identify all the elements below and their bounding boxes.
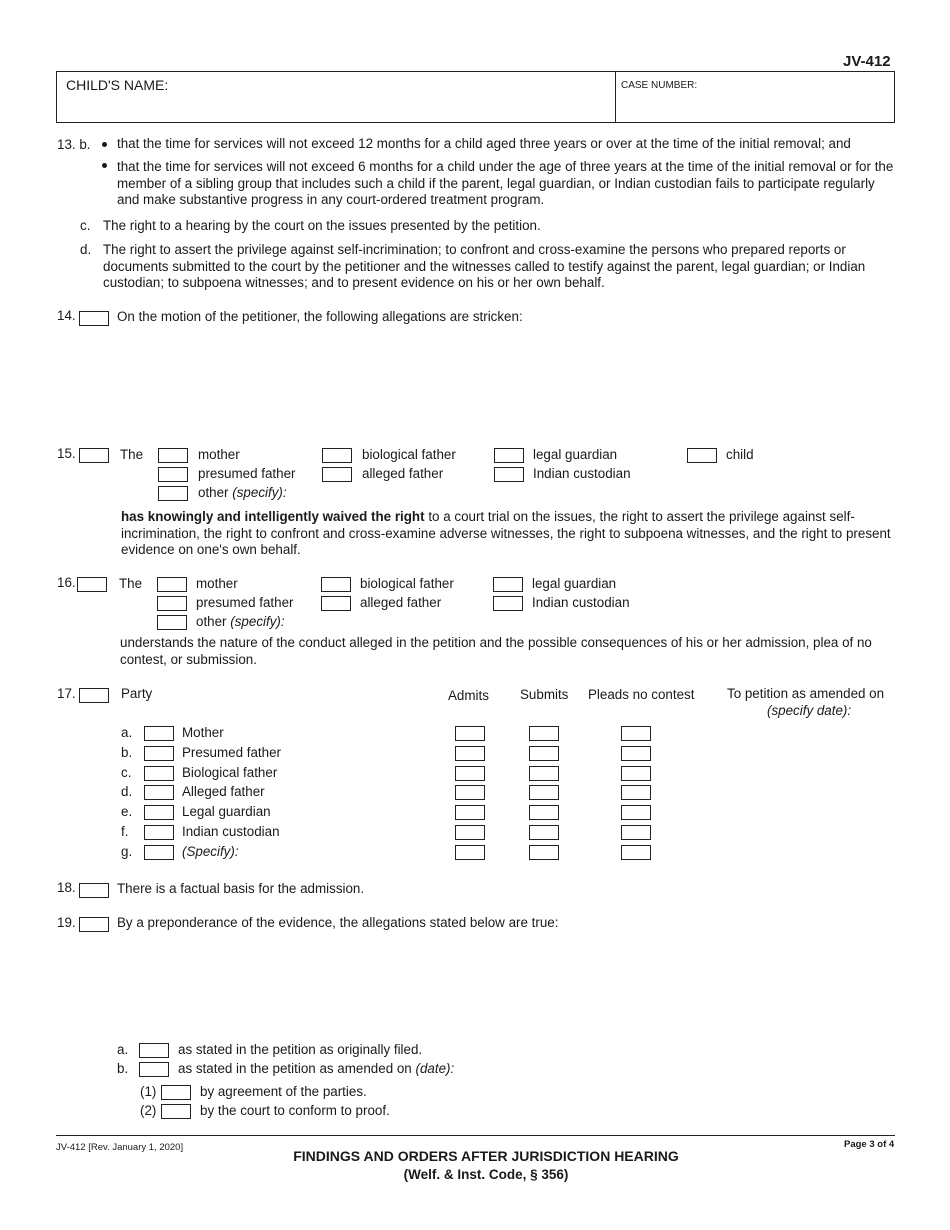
item-15-number: 15. (57, 446, 76, 461)
party-row-letter: a. (121, 725, 133, 740)
admits-checkbox[interactable] (455, 726, 485, 741)
item-15-alleged-father-checkbox[interactable] (322, 467, 352, 482)
item-16-text: understands the nature of the conduct alleged in the petition and the possible consequences of his or her admission, plea of no contest, or submission. (120, 635, 872, 667)
item-19a-text: as stated in the petition as originally filed. (178, 1042, 423, 1057)
footer-title: FINDINGS AND ORDERS AFTER JURISDICTION HEARING (293, 1148, 679, 1164)
item-15-biological-father-checkbox[interactable] (322, 448, 352, 463)
item-19b2-checkbox[interactable] (161, 1104, 191, 1119)
item-16-other-checkbox[interactable] (157, 615, 187, 630)
footer-subtitle: (Welf. & Inst. Code, § 356) (403, 1167, 569, 1182)
item-16-mother-label: mother (196, 576, 238, 591)
party-row-checkbox[interactable] (144, 746, 174, 761)
submits-checkbox[interactable] (529, 766, 559, 781)
item-15-alleged-father-label: alleged father (362, 466, 444, 481)
party-row-label: Alleged father (182, 784, 265, 799)
footer-rule (56, 1135, 895, 1136)
item-16-presumed-father-checkbox[interactable] (157, 596, 187, 611)
admits-checkbox[interactable] (455, 785, 485, 800)
item-15-child-checkbox[interactable] (687, 448, 717, 463)
col-amended-header: To petition as amended on (727, 686, 885, 701)
party-row-label: Indian custodian (182, 824, 280, 839)
col-party-header: Party (121, 686, 153, 701)
item-19b1-label: (1) (140, 1084, 157, 1099)
item-16-other-label: other (specify): (196, 614, 285, 629)
pleads-no-contest-checkbox[interactable] (621, 726, 651, 741)
item-16-checkbox[interactable] (77, 577, 107, 592)
item-15-indian-custodian-label: Indian custodian (533, 466, 631, 481)
pleads-no-contest-checkbox[interactable] (621, 785, 651, 800)
item-18-checkbox[interactable] (79, 883, 109, 898)
item-15-other-label: other (specify): (198, 485, 287, 500)
party-row-label: (Specify): (182, 844, 239, 859)
item-19b2-label: (2) (140, 1103, 157, 1118)
item-18-text: There is a factual basis for the admission. (117, 881, 365, 896)
admits-checkbox[interactable] (455, 766, 485, 781)
col-admits-header: Admits (448, 688, 489, 703)
party-row-checkbox[interactable] (144, 805, 174, 820)
submits-checkbox[interactable] (529, 845, 559, 860)
bullet-icon (102, 163, 107, 168)
item-19a-checkbox[interactable] (139, 1043, 169, 1058)
item-15-mother-label: mother (198, 447, 240, 462)
party-row-checkbox[interactable] (144, 726, 174, 741)
admits-checkbox[interactable] (455, 746, 485, 761)
item-19-text: By a preponderance of the evidence, the allegations stated below are true: (117, 915, 559, 930)
item-19b1-text: by agreement of the parties. (200, 1084, 367, 1099)
pleads-no-contest-checkbox[interactable] (621, 825, 651, 840)
item-16-legal-guardian-label: legal guardian (532, 576, 617, 591)
col-amended-specify: (specify date): (767, 703, 852, 718)
party-row-letter: e. (121, 804, 133, 819)
party-row-label: Presumed father (182, 745, 281, 760)
party-row-checkbox[interactable] (144, 766, 174, 781)
item-15-legal-guardian-label: legal guardian (533, 447, 618, 462)
col-pleads-header: Pleads no contest (588, 687, 695, 702)
admits-checkbox[interactable] (455, 825, 485, 840)
item-14-number: 14. (57, 308, 76, 323)
item-15-checkbox[interactable] (79, 448, 109, 463)
item-19b-checkbox[interactable] (139, 1062, 169, 1077)
item-13d-label: d. (80, 242, 92, 257)
item-15-the: The (120, 447, 144, 462)
admits-checkbox[interactable] (455, 845, 485, 860)
item-16-presumed-father-label: presumed father (196, 595, 294, 610)
item-14-text: On the motion of the petitioner, the following allegations are stricken: (117, 309, 523, 324)
child-name-label: CHILD'S NAME: (66, 77, 169, 93)
pleads-no-contest-checkbox[interactable] (621, 805, 651, 820)
item-19-checkbox[interactable] (79, 917, 109, 932)
footer-revision: JV-412 [Rev. January 1, 2020] (56, 1142, 184, 1153)
caption-box (56, 71, 895, 123)
submits-checkbox[interactable] (529, 805, 559, 820)
pleads-no-contest-checkbox[interactable] (621, 746, 651, 761)
item-19b1-checkbox[interactable] (161, 1085, 191, 1100)
item-17-number: 17. (57, 686, 76, 701)
item-15-presumed-father-label: presumed father (198, 466, 296, 481)
item-18-number: 18. (57, 880, 76, 895)
party-row-checkbox[interactable] (144, 825, 174, 840)
item-15-presumed-father-checkbox[interactable] (158, 467, 188, 482)
item-14-checkbox[interactable] (79, 311, 109, 326)
item-15-biological-father-label: biological father (362, 447, 456, 462)
party-row-label: Mother (182, 725, 224, 740)
submits-checkbox[interactable] (529, 746, 559, 761)
item-15-other-checkbox[interactable] (158, 486, 188, 501)
party-row-label: Legal guardian (182, 804, 271, 819)
item-16-mother-checkbox[interactable] (157, 577, 187, 592)
pleads-no-contest-checkbox[interactable] (621, 845, 651, 860)
item-19-number: 19. (57, 915, 76, 930)
item-16-legal-guardian-checkbox[interactable] (493, 577, 523, 592)
party-row-letter: g. (121, 844, 133, 859)
item-13-number: 13. b. (57, 137, 91, 152)
form-id: JV-412 (843, 53, 891, 70)
item-16-biological-father-label: biological father (360, 576, 454, 591)
item-13c-label: c. (80, 218, 91, 233)
caption-divider (615, 72, 616, 123)
party-row-letter: d. (121, 784, 133, 799)
item-19b-label: b. (117, 1061, 129, 1076)
bullet-icon (102, 142, 107, 147)
submits-checkbox[interactable] (529, 785, 559, 800)
item-16-the: The (119, 576, 143, 591)
item-13d-text: The right to assert the privilege against self-incrimination; to confront and cross-examine the persons who prepared reports or documents submitted to the court by the petitioner and the witnesses called to testify against the parent, legal guardian; or Indian custodian; to subpoena witnesses; and to present evidence on his or her own behalf. (103, 242, 866, 290)
submits-checkbox[interactable] (529, 726, 559, 741)
item-13b-bullet-2: that the time for services will not exceed 6 months for a child under the age of three years at the time of the initial removal or for the member of a sibling group that includes such a child if the parent, legal guardian, or Indian custodian fails to participate regularly and make substantive progress in any court-ordered treatment program. (117, 159, 894, 207)
item-16-indian-custodian-checkbox[interactable] (493, 596, 523, 611)
item-15-mother-checkbox[interactable] (158, 448, 188, 463)
item-15-child-label: child (726, 447, 754, 462)
item-16-biological-father-checkbox[interactable] (321, 577, 351, 592)
admits-checkbox[interactable] (455, 805, 485, 820)
party-row-label: Biological father (182, 765, 278, 780)
pleads-no-contest-checkbox[interactable] (621, 766, 651, 781)
item-19a-label: a. (117, 1042, 129, 1057)
col-submits-header: Submits (520, 687, 569, 702)
party-row-checkbox[interactable] (144, 845, 174, 860)
case-number-label: CASE NUMBER: (621, 80, 698, 91)
item-16-alleged-father-checkbox[interactable] (321, 596, 351, 611)
item-15-text: has knowingly and intelligently waived the right to a court trial on the issues, the right to assert the privilege against self-incrimination, the right to confront and cross-examine adverse witnesses, the right to subpoena witnesses, and the right to present evidence on one's own behalf. (121, 509, 891, 557)
item-13c-text: The right to a hearing by the court on the issues presented by the petition. (103, 218, 541, 233)
item-19b2-text: by the court to conform to proof. (200, 1103, 390, 1118)
item-16-number: 16. (57, 575, 76, 590)
item-17-checkbox[interactable] (79, 688, 109, 703)
submits-checkbox[interactable] (529, 825, 559, 840)
item-15-indian-custodian-checkbox[interactable] (494, 467, 524, 482)
item-13b-bullet-1: that the time for services will not exceed 12 months for a child aged three years or over at the time of the initial removal; and (117, 136, 851, 151)
footer-page: Page 3 of 4 (844, 1139, 895, 1150)
item-16-indian-custodian-label: Indian custodian (532, 595, 630, 610)
party-row-letter: c. (121, 765, 132, 780)
party-row-checkbox[interactable] (144, 785, 174, 800)
item-19b-text: as stated in the petition as amended on (date): (178, 1061, 455, 1076)
item-16-alleged-father-label: alleged father (360, 595, 442, 610)
item-15-legal-guardian-checkbox[interactable] (494, 448, 524, 463)
party-row-letter: f. (121, 824, 129, 839)
party-row-letter: b. (121, 745, 133, 760)
